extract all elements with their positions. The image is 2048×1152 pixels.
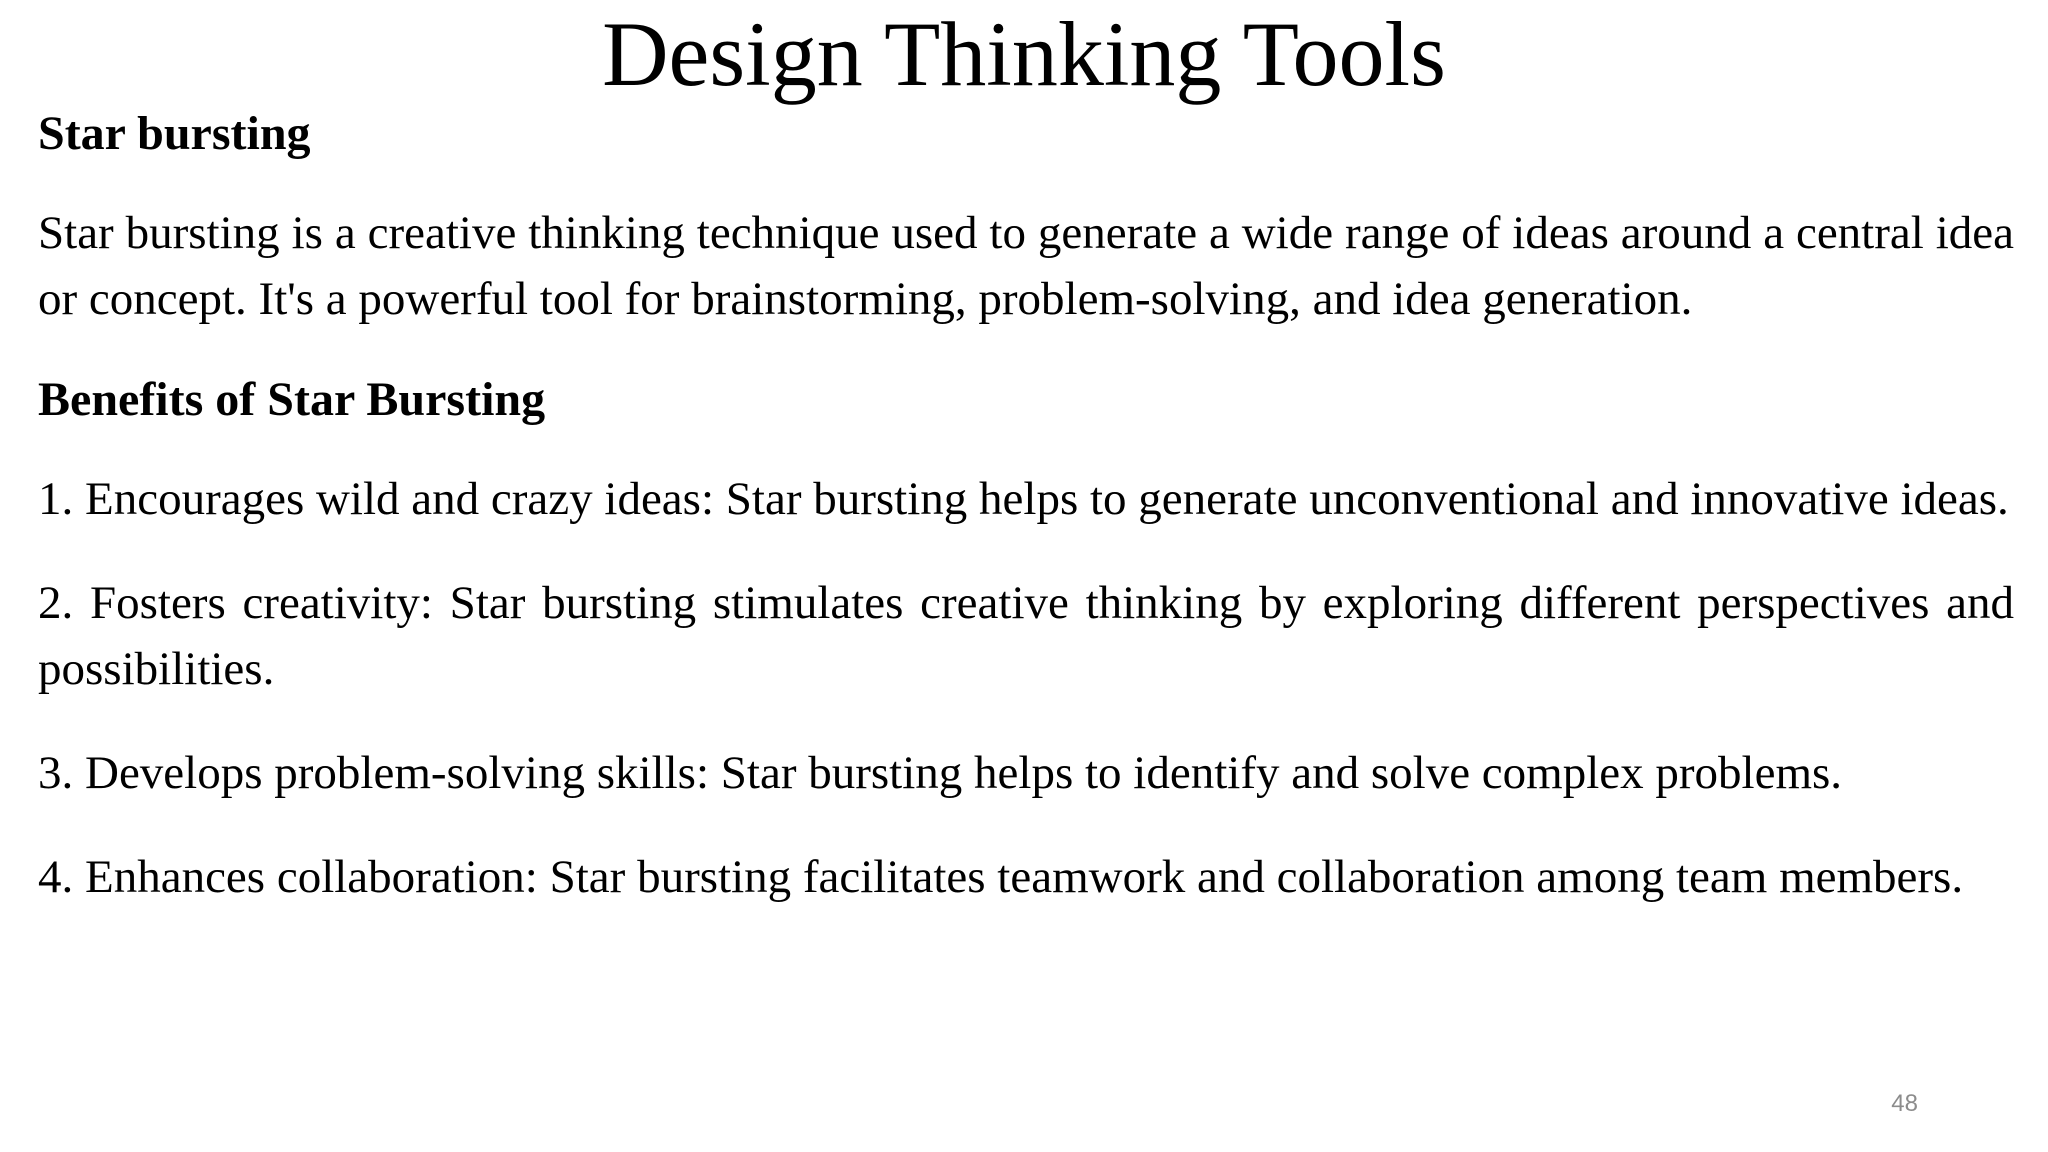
page-number: 48 [1891, 1090, 1918, 1117]
benefit-item-4: 4. Enhances collaboration: Star bursting facilitates teamwork and collaboration among team members. [38, 851, 1964, 903]
slide-title: Design Thinking Tools [602, 3, 1446, 105]
slide-content [38, 104, 2014, 948]
benefit-item-2: 2. Fosters creativity: Star bursting stimulates creative thinking by exploring different perspectives and possibilities. [38, 577, 2014, 695]
benefit-item-3: 3. Develops problem-solving skills: Star bursting helps to identify and solve complex problems. [38, 747, 1843, 799]
intro-paragraph: Star bursting is a creative thinking technique used to generate a wide range of ideas around a central idea or concept. It's a powerful tool for brainstorming, problem-solving, and idea generation. [38, 207, 2014, 325]
benefits-heading: Benefits of Star Bursting [38, 373, 546, 426]
section-heading: Star bursting [38, 107, 311, 160]
benefit-item-1: 1. Encourages wild and crazy ideas: Star bursting helps to generate unconventional and innovative ideas. [38, 473, 2009, 525]
